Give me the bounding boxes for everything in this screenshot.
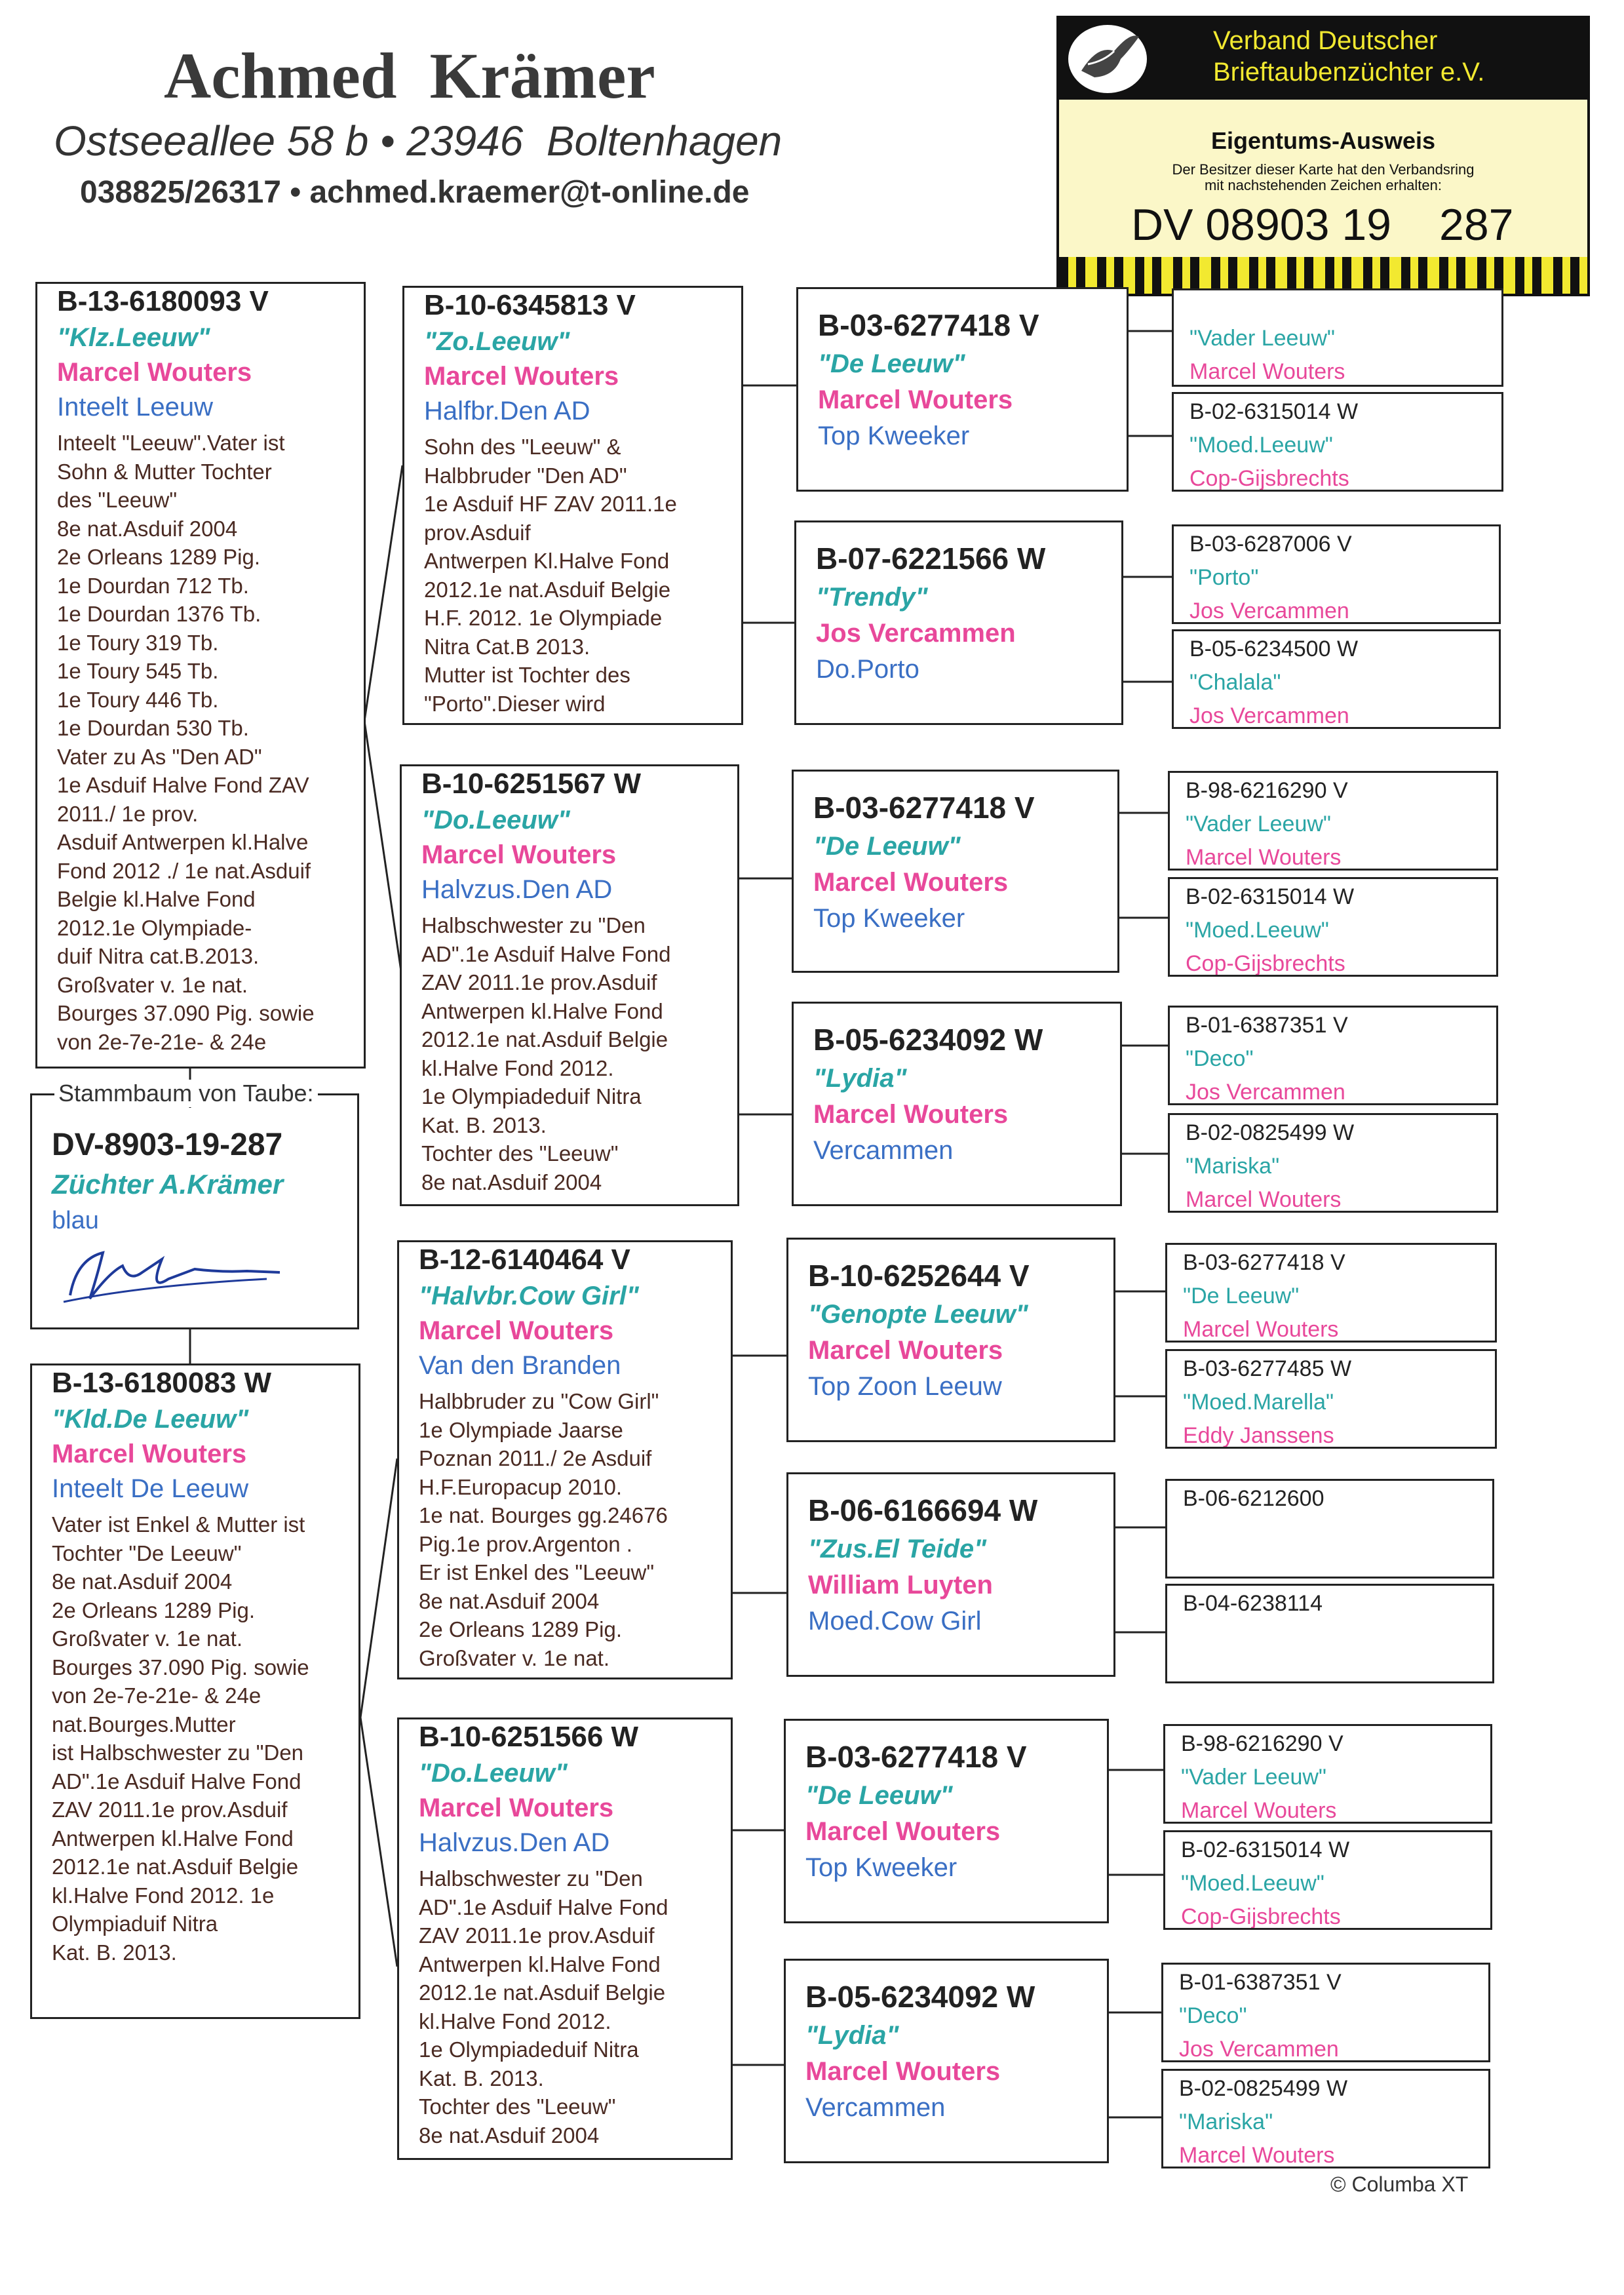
gg-grandparent-box: [1172, 524, 1501, 624]
ggp-ring: B-03-6277418 V: [818, 308, 1039, 342]
ggp-attr: Vercammen: [805, 2093, 946, 2122]
gg-grandparent-box: [1161, 1963, 1490, 2062]
ggp-name: "Zus.El Teide": [808, 1535, 987, 1563]
gggp-owner: Marcel Wouters: [1181, 1798, 1337, 1823]
grandparent-name: "Halvbr.Cow Girl": [419, 1282, 639, 1310]
grandparent-name: "Do.Leeuw": [421, 806, 570, 834]
gggp-name: "Mariska": [1186, 1154, 1280, 1179]
ggp-name: "De Leeuw": [818, 349, 965, 378]
gggp-name: "Vader Leeuw": [1181, 1765, 1326, 1790]
great-grandparent-box: [796, 287, 1129, 492]
card-subtitle-2: mit nachstehenden Zeichen erhalten:: [1204, 177, 1442, 193]
grandparent-owner: Marcel Wouters: [424, 362, 619, 391]
grandparent-attr: Halfbr.Den AD: [424, 397, 590, 425]
ggp-attr: Top Kweeker: [818, 422, 970, 450]
gggp-owner: Eddy Janssens: [1183, 1423, 1334, 1448]
gggp-ring: B-02-0825499 W: [1186, 1120, 1355, 1145]
gggp-name: "Porto": [1189, 565, 1259, 590]
breeder-contact: 038825/26317 • achmed.kraemer@t-online.de: [80, 175, 750, 210]
subject-box: [30, 1080, 359, 1329]
grandparent-notes: Sohn des "Leeuw" & Halbbruder "Den AD" 1e Asduif HF ZAV 2011.1e prov.Asduif Antwerpen Kl.Halve Fond 2012.1e nat.Asduif Belgie H.F. 2012. 1e Olympiade Nitra Cat.B 2013. Mutter ist Tochter des "Porto".Dieser wird: [424, 435, 677, 716]
grandparent-ring: B-10-6251566 W: [419, 1721, 639, 1753]
grandparent-box: [397, 1717, 733, 2160]
grandparent-attr: Van den Branden: [419, 1351, 621, 1380]
gggp-ring: B-03-6287006 V: [1189, 532, 1352, 557]
breeder-name: Achmed Krämer: [164, 39, 655, 112]
gg-grandparent-box: [1168, 1006, 1498, 1105]
gg-grandparent-box: [1172, 288, 1503, 387]
gggp-owner: Jos Vercammen: [1189, 703, 1349, 728]
grandparent-box: [400, 764, 739, 1206]
great-grandparent-box: [784, 1959, 1109, 2163]
gg-grandparent-box: [1163, 1830, 1492, 1930]
gggp-ring: B-05-6234500 W: [1189, 637, 1359, 661]
ggp-owner: Marcel Wouters: [813, 868, 1009, 897]
grandparent-notes: Halbbruder zu "Cow Girl" 1e Olympiade Jaarse Poznan 2011./ 2e Asduif H.F.Europacup 2010. 1e nat. Bourges gg.24676 Pig.1e prov.Argenton . Er ist Enkel des "Leeuw" 8e nat.Asduif 2004 2e Orleans 1289 Pig. Großvater v. 1e nat.: [419, 1389, 668, 1670]
card-ring-suffix: 287: [1439, 200, 1514, 250]
great-grandparent-box: [792, 1002, 1122, 1206]
gggp-owner: Marcel Wouters: [1189, 359, 1345, 384]
ggp-ring: B-05-6234092 W: [813, 1023, 1043, 1057]
ggp-ring: B-05-6234092 W: [805, 1980, 1035, 2014]
ggp-attr: Top Kweeker: [805, 1853, 957, 1882]
gggp-ring: B-03-6277485 W: [1183, 1356, 1352, 1381]
gggp-name: "Chalala": [1189, 670, 1281, 695]
gggp-name: "Moed.Leeuw": [1181, 1871, 1324, 1896]
gg-grandparent-box: [1165, 1479, 1494, 1579]
gggp-owner: Cop-Gijsbrechts: [1186, 951, 1345, 976]
gggp-name: "Mariska": [1179, 2109, 1273, 2134]
gggp-ring: B-01-6387351 V: [1179, 1970, 1342, 1995]
gggp-name: "Moed.Marella": [1183, 1390, 1334, 1415]
sire-ring: B-13-6180093 V: [57, 285, 269, 317]
gggp-ring: B-98-6216290 V: [1181, 1731, 1344, 1756]
gggp-owner: Marcel Wouters: [1186, 1187, 1342, 1212]
gg-grandparent-box: [1165, 1349, 1497, 1449]
great-grandparent-box: [784, 1719, 1109, 1923]
signature: [50, 1233, 313, 1312]
gggp-owner: Jos Vercammen: [1186, 1080, 1345, 1105]
sire-owner: Marcel Wouters: [57, 358, 252, 387]
subject-label: Stammbaum von Taube:: [54, 1080, 318, 1107]
grandparent-box: [402, 286, 743, 725]
dam-attr: Inteelt De Leeuw: [52, 1474, 249, 1503]
gggp-name: "Deco": [1186, 1046, 1254, 1071]
gggp-ring: B-02-6315014 W: [1181, 1837, 1350, 1862]
gggp-owner: Cop-Gijsbrechts: [1181, 1904, 1341, 1929]
sire-attr: Inteelt Leeuw: [57, 393, 213, 422]
ggp-owner: Marcel Wouters: [808, 1336, 1003, 1365]
gggp-ring: B-06-6212600: [1183, 1486, 1324, 1511]
ggp-name: "Genopte Leeuw": [808, 1300, 1028, 1329]
ggp-owner: Marcel Wouters: [805, 1817, 1001, 1846]
dam-owner: Marcel Wouters: [52, 1440, 247, 1468]
gg-grandparent-box: [1161, 2069, 1490, 2168]
ggp-attr: Vercammen: [813, 1136, 954, 1165]
breeder-address: Ostseeallee 58 b • 23946 Boltenhagen: [54, 117, 783, 165]
card-subtitle-1: Der Besitzer dieser Karte hat den Verbandsring: [1172, 161, 1475, 178]
gggp-owner: Cop-Gijsbrechts: [1189, 466, 1349, 491]
ggp-ring: B-06-6166694 W: [808, 1493, 1038, 1527]
grandparent-owner: Marcel Wouters: [419, 1794, 614, 1822]
gggp-ring: B-02-6315014 W: [1189, 399, 1359, 424]
great-grandparent-box: [786, 1472, 1115, 1677]
subject-color: blau: [52, 1207, 99, 1234]
gggp-ring: B-02-0825499 W: [1179, 2076, 1348, 2101]
dam-ring: B-13-6180083 W: [52, 1367, 272, 1399]
card-title: Eigentums-Ausweis: [1210, 127, 1436, 154]
gg-grandparent-box: [1165, 1243, 1497, 1343]
grandparent-ring: B-12-6140464 V: [419, 1244, 630, 1276]
gggp-owner: Marcel Wouters: [1179, 2143, 1335, 2168]
ggp-attr: Do.Porto: [816, 655, 919, 684]
gggp-ring: B-01-6387351 V: [1186, 1013, 1348, 1038]
dam-name: "Kld.De Leeuw": [52, 1405, 249, 1434]
ggp-attr: Moed.Cow Girl: [808, 1607, 982, 1636]
gg-grandparent-box: [1168, 1113, 1498, 1213]
gggp-name: "Vader Leeuw": [1186, 812, 1331, 836]
gggp-ring: B-03-6277418 V: [1183, 1250, 1345, 1275]
card-org-line1: Verband Deutscher: [1213, 26, 1438, 55]
ggp-owner: Marcel Wouters: [818, 385, 1013, 414]
gg-grandparent-box: [1163, 1724, 1492, 1824]
ggp-attr: Top Zoon Leeuw: [808, 1372, 1002, 1401]
grandparent-attr: Halvzus.Den AD: [421, 875, 613, 904]
gg-grandparent-box: [1165, 1584, 1494, 1683]
grandparent-owner: Marcel Wouters: [421, 840, 617, 869]
dam-box: [30, 1363, 360, 2019]
ggp-owner: Marcel Wouters: [805, 2057, 1001, 2086]
grandparent-notes: Halbschwester zu "Den AD".1e Asduif Halve Fond ZAV 2011.1e prov.Asduif Antwerpen kl.Halve Fond 2012.1e nat.Asduif Belgie kl.Halve Fond 2012. 1e Olympiadeduif Nitra Kat. B. 2013. Tochter des "Leeuw" 8e nat.Asduif 2004: [421, 913, 671, 1194]
sire-notes: Inteelt "Leeuw".Vater ist Sohn & Mutter Tochter des "Leeuw" 8e nat.Asduif 2004 2e Orleans 1289 Pig. 1e Dourdan 712 Tb. 1e Dourdan 1376 Tb. 1e Toury 319 Tb. 1e Toury 545 Tb. 1e Toury 446 Tb. 1e Dourdan 530 Tb. Vater zu As "Den AD" 1e Asduif Halve Fond ZAV 2011./ 1e prov. Asduif Antwerpen kl.Halve Fond 2012 ./ 1e nat.Asduif Belgie kl.Halve Fond 2012.1e Olympiade- duif Nitra cat.B.2013. Großvater v. 1e nat. Bourges 37.090 Pig. sowie von 2e-7e-21e- & 24e: [57, 431, 315, 1054]
subject-ring: DV-8903-19-287: [52, 1128, 283, 1162]
ggp-name: "De Leeuw": [805, 1781, 953, 1810]
ggp-name: "Lydia": [813, 1064, 907, 1093]
great-grandparent-box: [794, 520, 1123, 725]
gggp-ring: B-02-6315014 W: [1186, 884, 1355, 909]
gggp-owner: Jos Vercammen: [1179, 2037, 1339, 2062]
grandparent-name: "Do.Leeuw": [419, 1759, 568, 1788]
ggp-owner: Marcel Wouters: [813, 1100, 1009, 1129]
gggp-name: "Moed.Leeuw": [1189, 433, 1333, 458]
dam-notes: Vater ist Enkel & Mutter ist Tochter "De Leeuw" 8e nat.Asduif 2004 2e Orleans 1289 Pig. Großvater v. 1e nat. Bourges 37.090 Pig. sowie von 2e-7e-21e- & 24e nat.Bourges.Mutter ist Halbschwester zu "Den AD".1e Asduif Halve Fond ZAV 2011.1e prov.Asduif Antwerpen kl.Halve Fond 2012.1e nat.Asduif Belgie kl.Halve Fond 2012. 1e Olympiaduif Nitra Kat. B. 2013.: [52, 1512, 309, 1965]
ggp-name: "De Leeuw": [813, 832, 961, 861]
great-grandparent-box: [792, 770, 1119, 973]
copyright: © Columba XT: [1330, 2172, 1469, 2196]
sire-name: "Klz.Leeuw": [57, 323, 210, 352]
grandparent-ring: B-10-6345813 V: [424, 289, 636, 321]
grandparent-attr: Halvzus.Den AD: [419, 1828, 610, 1857]
gggp-ring: B-98-6216290 V: [1186, 778, 1348, 803]
grandparent-ring: B-10-6251567 W: [421, 768, 642, 800]
ggp-ring: B-03-6277418 V: [805, 1740, 1027, 1774]
great-grandparent-box: [786, 1238, 1115, 1442]
gggp-name: "Moed.Leeuw": [1186, 918, 1329, 943]
gggp-name: "Vader Leeuw": [1189, 326, 1335, 351]
card-org-line2: Brieftaubenzüchter e.V.: [1213, 58, 1485, 87]
gggp-ring: B-04-6238114: [1183, 1591, 1323, 1616]
sire-box: [35, 282, 366, 1069]
card-ring-number: DV 08903 19: [1131, 200, 1391, 250]
gg-grandparent-box: [1168, 771, 1498, 871]
gggp-owner: Marcel Wouters: [1183, 1317, 1339, 1342]
gg-grandparent-box: [1172, 392, 1503, 492]
ggp-owner: William Luyten: [808, 1571, 993, 1599]
ggp-ring: B-03-6277418 V: [813, 791, 1035, 825]
ggp-name: "Lydia": [805, 2021, 899, 2050]
gg-grandparent-box: [1172, 629, 1501, 729]
ggp-name: "Trendy": [816, 583, 928, 612]
gggp-owner: Marcel Wouters: [1186, 845, 1342, 870]
ggp-attr: Top Kweeker: [813, 904, 965, 933]
ggp-ring: B-10-6252644 V: [808, 1259, 1030, 1293]
gggp-name: "Deco": [1179, 2003, 1247, 2028]
gggp-owner: Jos Vercammen: [1189, 598, 1349, 623]
grandparent-name: "Zo.Leeuw": [424, 327, 570, 356]
grandparent-owner: Marcel Wouters: [419, 1316, 614, 1345]
grandparent-box: [397, 1240, 733, 1679]
gg-grandparent-box: [1168, 877, 1498, 977]
subject-breeder: Züchter A.Krämer: [52, 1169, 284, 1200]
grandparent-notes: Halbschwester zu "Den AD".1e Asduif Halve Fond ZAV 2011.1e prov.Asduif Antwerpen kl.Halve Fond 2012.1e nat.Asduif Belgie kl.Halve Fond 2012. 1e Olympiadeduif Nitra Kat. B. 2013. Tochter des "Leeuw" 8e nat.Asduif 2004: [419, 1866, 668, 2148]
ggp-ring: B-07-6221566 W: [816, 541, 1046, 576]
gggp-name: "De Leeuw": [1183, 1284, 1300, 1308]
ggp-owner: Jos Vercammen: [816, 619, 1016, 648]
